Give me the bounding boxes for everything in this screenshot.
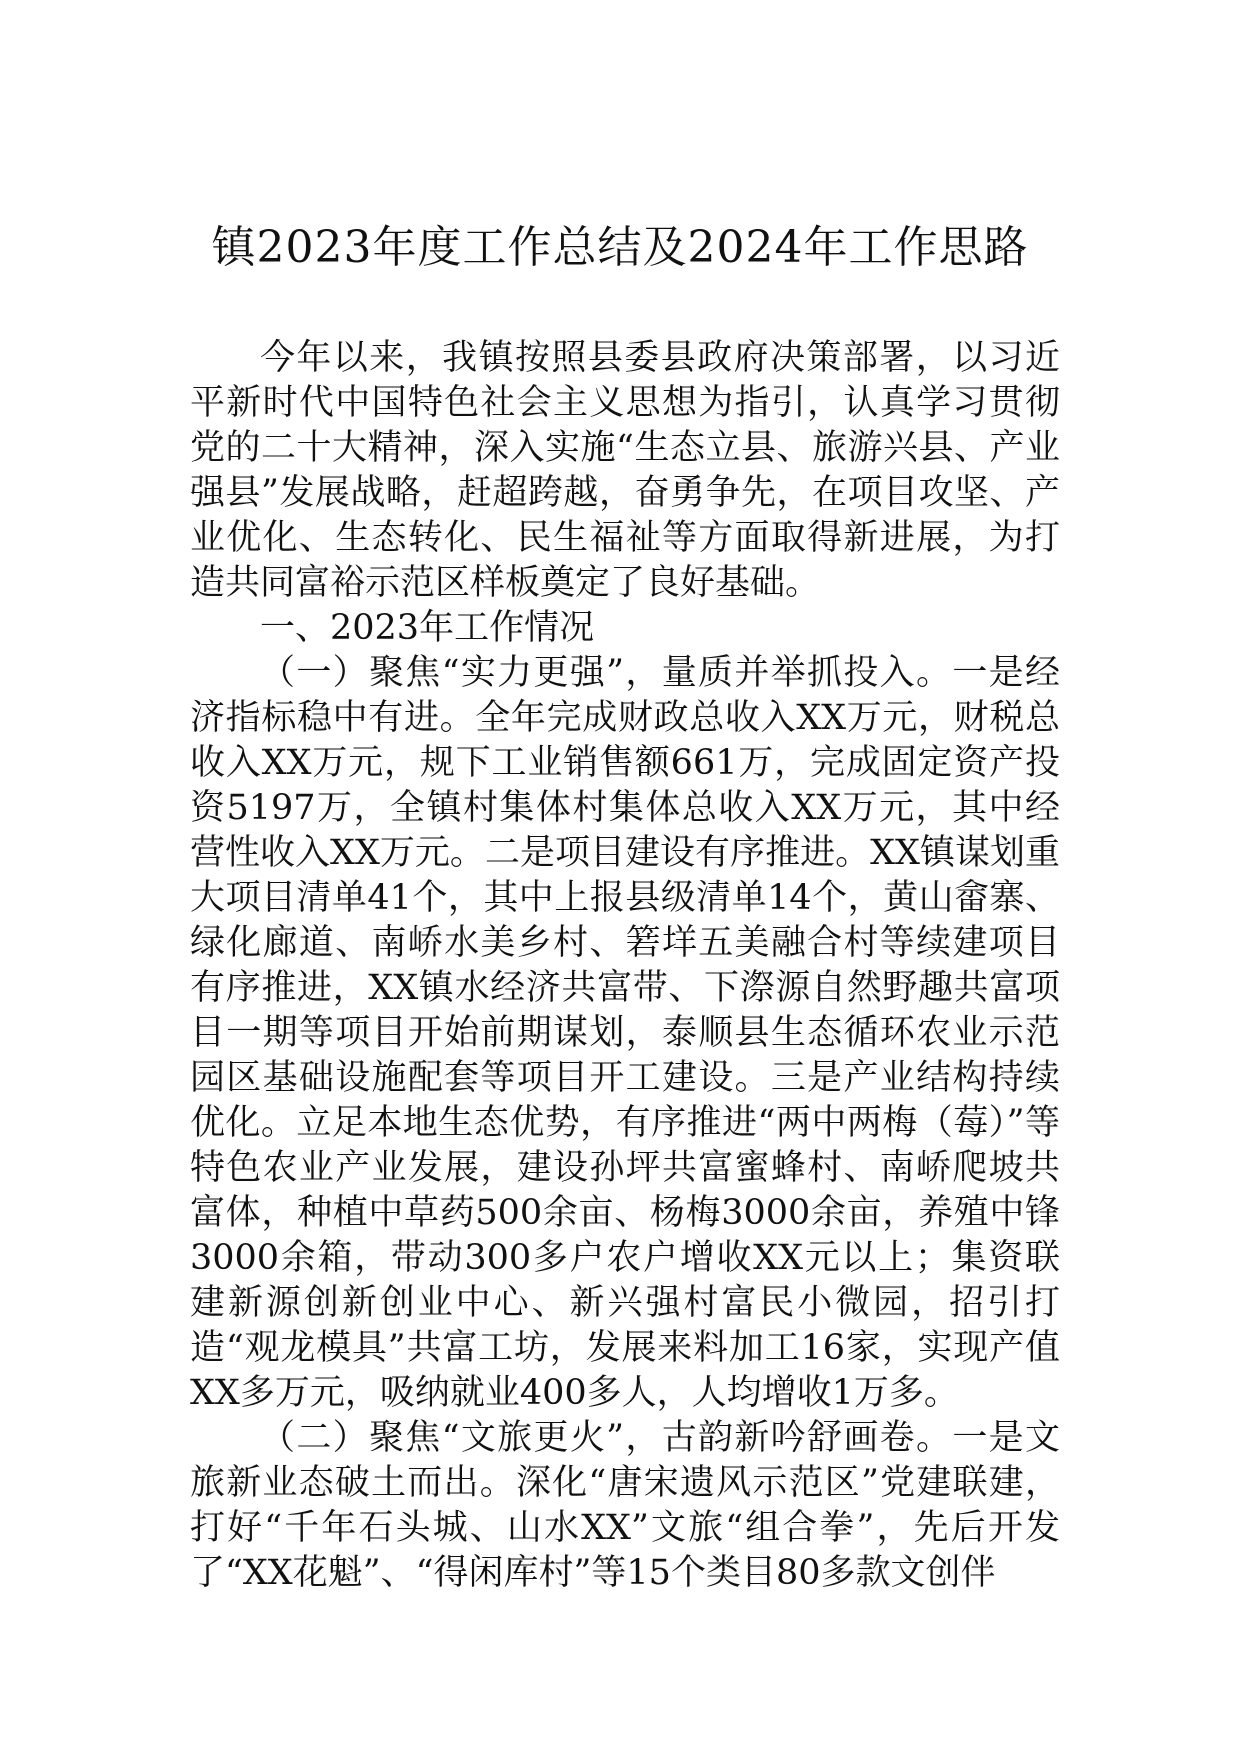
document-body — [190, 336, 1060, 1596]
intro-paragraph: 今年以来，我镇按照县委县政府决策部署，以习近平新时代中国特色社会主义思想为指引，认真学习贯彻党的二十大精神，深入实施“生态立县、旅游兴县、产业强县”发展战略，赶超跨越，奋勇争先，在项目攻坚、产业优化、生态转化、民生福祉等方面取得新进展，为打造共同富裕示范区样板奠定了良好基础。 — [190, 338, 1060, 603]
document-title: 镇2023年度工作总结及2024年工作思路 — [211, 222, 1029, 273]
section-heading-2023-work: 一、2023年工作情况 — [260, 608, 595, 648]
subsection-paragraph-strength: （一）聚焦“实力更强”，量质并举抓投入。一是经济指标稳中有进。全年完成财政总收入XX万元，财税总收入XX万元，规下工业销售额661万，完成固定资产投资5197万，全镇村集体村集体总收入XX万元，其中经营性收入XX万元。二是项目建设有序推进。XX镇谋划重大项目清单41个，其中上报县级清单14个，黄山畲寨、绿化廊道、南峤水美乡村、箬垟五美融合村等续建项目有序推进，XX镇水经济共富带、下漈源自然野趣共富项目一期等项目开始前期谋划，泰顺县生态循环农业示范园区基础设施配套等项目开工建设。三是产业结构持续优化。立足本地生态优势，有序推进“两中两梅（莓）”等特色农业产业发展，建设孙坪共富蜜蜂村、南峤爬坡共富体，种植中草药500余亩、杨梅3000余亩，养殖中锋3000余箱，带动300多户农户增收XX元以上；集资联建新源创新创业中心、新兴强村富民小微园，招引打造“观龙模具”共富工坊，发展来料加工16家，实现产值XX多万元，吸纳就业400多人，人均增收1万多。 — [190, 653, 1060, 1413]
subsection-paragraph-culture-tourism: （二）聚焦“文旅更火”，古韵新吟舒画卷。一是文旅新业态破土而出。深化“唐宋遗风示范区”党建联建，打好“千年石头城、山水XX”文旅“组合拳”，先后开发了“XX花魁”、“得闲库村”等15个类目80多款文创伴 — [190, 1418, 1060, 1593]
